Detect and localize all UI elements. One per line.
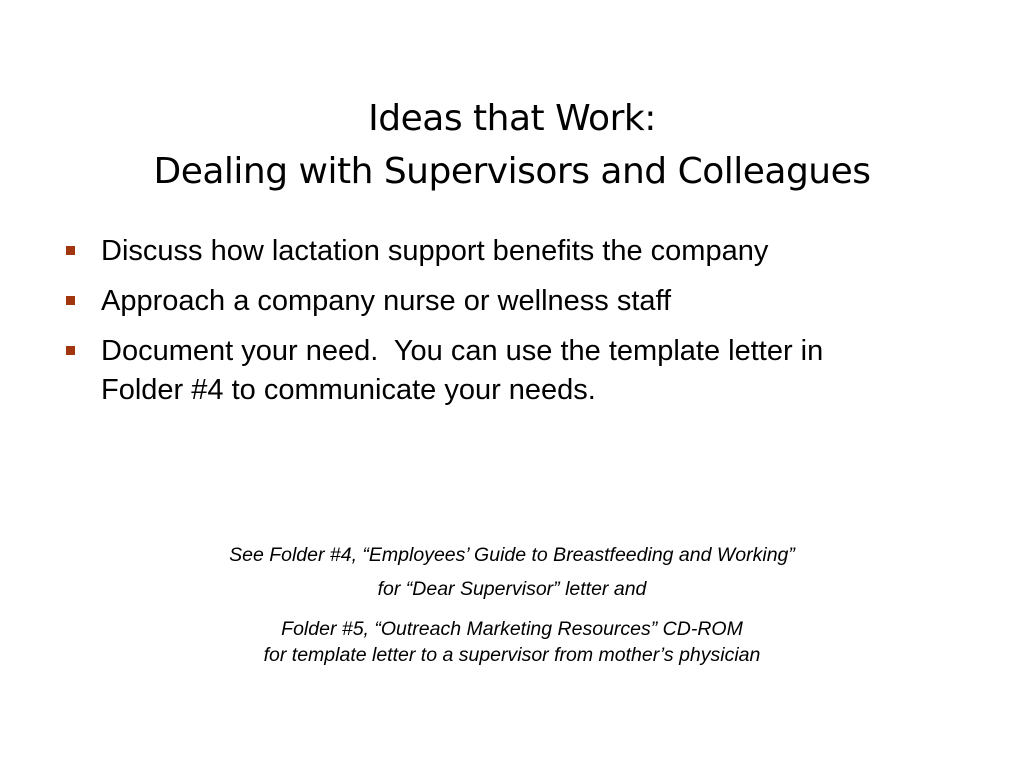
folder-notes [40,540,984,670]
slide-title-line-2: Dealing with Supervisors and Colleagues [153,151,871,192]
bullet-text-line-2: Folder #4 to communicate your needs. [101,374,596,406]
bullet-list [60,232,980,421]
bullet-text-line-1: Document your need. You can use the template letter in [101,335,824,367]
note-line-3: Folder #5, “Outreach Marketing Resources” CD-ROM [281,618,743,640]
note-line-2: for “Dear Supervisor” letter and [377,578,647,600]
square-bullet-icon [66,246,75,255]
note-line-4: for template letter to a supervisor from mother’s physician [263,644,761,666]
bullet-item [60,282,980,321]
bullet-item [60,232,980,271]
bullet-text: Discuss how lactation support benefits the company [101,235,769,267]
slide-title [40,92,984,198]
bullet-item [60,332,980,410]
square-bullet-icon [66,346,75,355]
slide-title-line-1: Ideas that Work: [368,98,656,139]
bullet-text: Approach a company nurse or wellness staff [101,285,672,317]
square-bullet-icon [66,296,75,305]
note-line-1: See Folder #4, “Employees’ Guide to Breastfeeding and Working” [229,544,795,566]
